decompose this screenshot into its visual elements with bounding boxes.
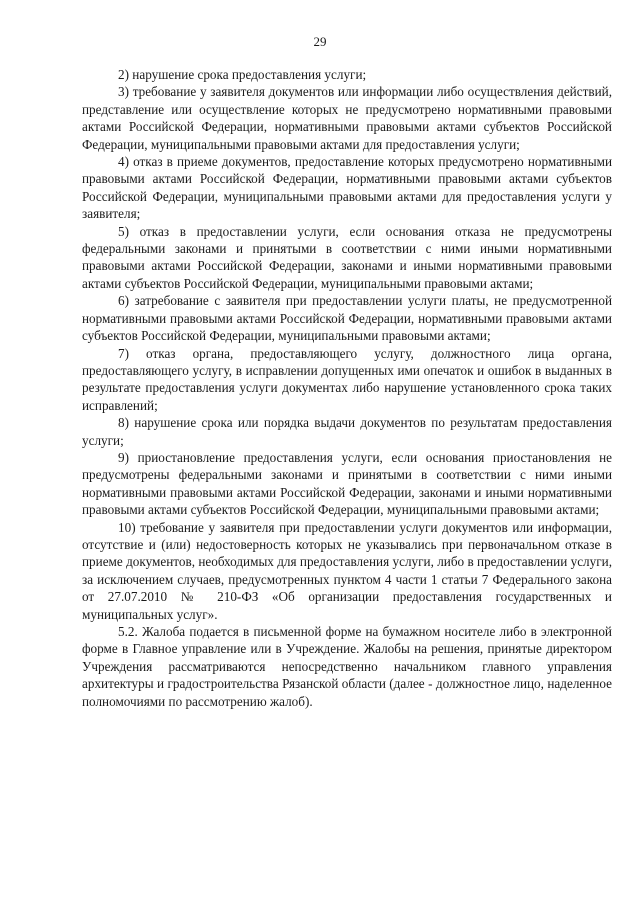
paragraph-item-9: 9) приостановление предоставления услуги, если основания приостановления не предусмотрены федеральными законами и принятыми в соответствии с ними иными нормативными правовыми актами Российской Федерации, законами и иными нормативными правовыми актами субъектов Российской Федерации, муниципальными правовыми актами; (82, 449, 612, 518)
paragraph-item-2: 2) нарушение срока предоставления услуги; (118, 67, 367, 82)
document-body (82, 66, 612, 710)
paragraph-item-4: 4) отказ в приеме документов, предоставление которых предусмотрено нормативными правовыми актами Российской Федерации, нормативными правовыми актами субъектов Российской Федерации, муниципальными правовыми актами для предоставления услуги у заявителя; (82, 154, 612, 222)
paragraph-item-5: 5) отказ в предоставлении услуги, если основания отказа не предусмотрены федеральными законами и принятыми в соответствии с ними иными нормативными правовыми актами Российской Федерации, законами и иными нормативными правовыми актами субъектов Российской Федерации, муниципальными правовыми актами; (82, 223, 612, 291)
paragraph-item-10: 10) требование у заявителя при предоставлении услуги документов или информации, отсутствие и (или) недостоверность которых не указывались при первоначальном отказе в приеме документов, необходимых для предоставления услуги, либо в предоставлении услуги, за исключением случаев, предусмотренных пунктом 4 части 1 статьи 7 Федерального закона от 27.07.2010 № 210-ФЗ «Об организации предоставления государственных и муниципальных услуг». (82, 519, 612, 622)
paragraph-item-6: 6) затребование с заявителя при предоставлении услуги платы, не предусмотренной нормативными правовыми актами Российской Федерации, нормативными правовыми актами субъектов Российской Федерации, муниципальными правовыми актами; (82, 293, 612, 344)
paragraph-item-7: 7) отказ органа, предоставляющего услугу, должностного лица органа, предоставляющего услугу, в исправлении допущенных ими опечаток и ошибок в выданных в результате предоставления услуги документах либо нарушение установленного срока таких исправлений; (82, 345, 612, 413)
page-number: 29 (313, 34, 327, 49)
paragraph-section-5-2: 5.2. Жалоба подается в письменной форме на бумажном носителе либо в электронной форме в Главное управление или в Учреждение. Жалобы на решения, принятые директором Учреждения рассматриваются непосредственно начальником главного управления архитектуры и градостроительства Рязанской области (далее - должностное лицо, наделенное полномочиями по рассмотрению жалоб). (82, 624, 612, 709)
paragraph-item-3: 3) требование у заявителя документов или информации либо осуществления действий, представление или осуществление которых не предусмотрено нормативными правовыми актами Российской Федерации, нормативными правовыми актами субъектов Российской Федерации, муниципальными правовыми актами для предоставления услуги; (82, 84, 612, 152)
paragraph-item-8: 8) нарушение срока или порядка выдачи документов по результатам предоставления услуги; (82, 415, 612, 448)
